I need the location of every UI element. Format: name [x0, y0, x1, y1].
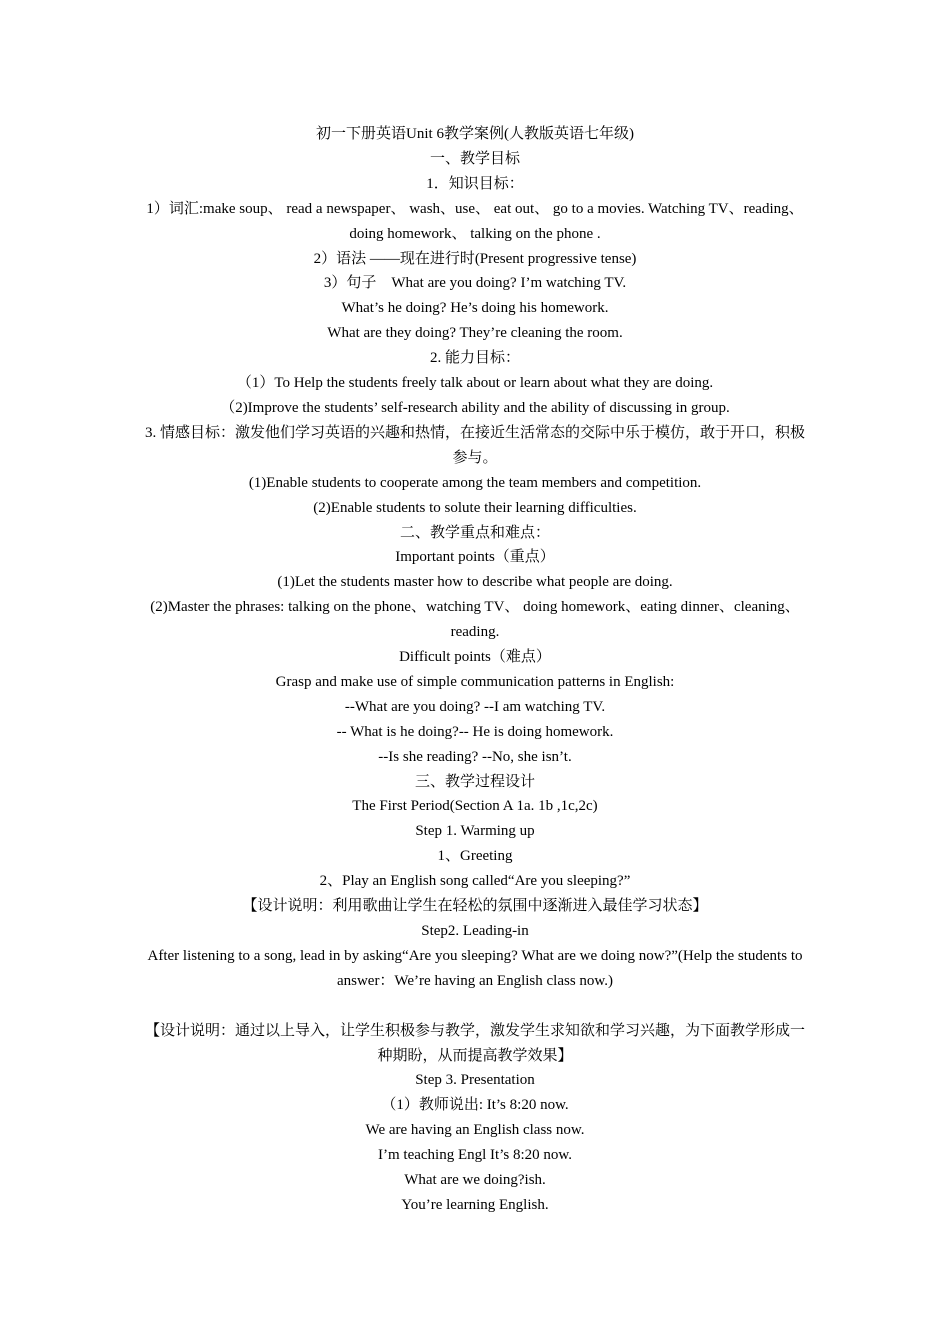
dialog-line-3: --Is she reading? --No, she isn’t.: [378, 748, 572, 765]
blank-line: [142, 994, 808, 1019]
difficult-points-heading: Difficult points（难点）: [399, 649, 551, 666]
step1-design-note: 【设计说明：利用歌曲让学生在轻松的氛围中逐渐进入最佳学习状态】: [242, 898, 708, 915]
grammar-line: 2）语法 ——现在进行时(Present progressive tense): [313, 250, 637, 267]
important-points-heading: Important points（重点）: [395, 549, 555, 566]
sentence-line-1: 3）句子 What are you doing? I’m watching TV.: [323, 275, 627, 292]
step1-item-1: 1、Greeting: [437, 848, 513, 865]
section1-heading: 一、教学目标: [429, 150, 520, 167]
important-point-2: (2)Master the phrases: talking on the phone、watching TV、 doing homework、eating dinner、cleaning、 reading.: [150, 599, 800, 641]
sentence-line-3: What are they doing? They’re cleaning the room.: [327, 325, 623, 342]
emotion-item-1: (1)Enable students to cooperate among the team members and competition.: [248, 474, 702, 491]
step1-heading: Step 1. Warming up: [415, 823, 535, 840]
step1-item-2: 2、Play an English song called“Are you sleeping?”: [319, 873, 631, 890]
ability-item-2: （2)Improve the students’ self-research ability and the ability of discussing in group.: [220, 399, 730, 416]
vocabulary-paragraph: 1）词汇:make soup、 read a newspaper、 wash、use、 eat out、 go to a movies. Watching TV、reading、doing homework、 talking on the phone .: [146, 200, 804, 242]
step3-heading: Step 3. Presentation: [415, 1072, 535, 1089]
emotion-item-2: (2)Enable students to solute their learning difficulties.: [313, 499, 637, 516]
step3-line-3: I’m teaching Engl It’s 8:20 now.: [378, 1147, 572, 1164]
important-point-1: (1)Let the students master how to describe what people are doing.: [277, 574, 673, 591]
emotion-goals-paragraph: 3. 情感目标：激发他们学习英语的兴趣和热情，在接近生活常态的交际中乐于模仿，敢于开口，积极参与。: [144, 424, 805, 466]
dialog-line-2: -- What is he doing?-- He is doing homework.: [336, 723, 614, 740]
step3-line-1: （1）教师说出: It’s 8:20 now.: [381, 1097, 569, 1114]
section2-heading: 二、教学重点和难点：: [399, 524, 550, 541]
ability-item-1: （1）To Help the students freely talk about or learn about what they are doing.: [236, 375, 714, 392]
document-title: 初一下册英语Unit 6教学案例(人教版英语七年级): [316, 126, 634, 142]
step2-heading: Step2. Leading-in: [421, 923, 529, 939]
difficult-intro: Grasp and make use of simple communication patterns in English:: [275, 673, 675, 690]
sentence-line-2: What’s he doing? He’s doing his homework.: [341, 300, 609, 317]
ability-goals-heading: 2. 能力目标：: [429, 350, 520, 367]
section3-heading: 三、教学过程设计: [414, 773, 535, 790]
period-title: The First Period(Section A 1a. 1b ,1c,2c): [352, 798, 598, 815]
document-page: [142, 122, 808, 1218]
step3-line-5: You’re learning English.: [401, 1196, 549, 1213]
knowledge-goals-heading: 1．知识目标：: [426, 175, 524, 192]
step2-design-note: 【设计说明：通过以上导入，让学生积极参与教学，激发学生求知欲和学习兴趣，为下面教学形成一种期盼，从而提高教学效果】: [144, 1022, 805, 1064]
dialog-line-1: --What are you doing? --I am watching TV.: [344, 698, 606, 715]
step3-line-2: We are having an English class now.: [365, 1122, 585, 1139]
step2-text: After listening to a song, lead in by asking“Are you sleeping? What are we doing now?”(Help the students to answer：We’re having an English class now.): [147, 947, 803, 989]
step3-line-4: What are we doing?ish.: [404, 1172, 546, 1189]
